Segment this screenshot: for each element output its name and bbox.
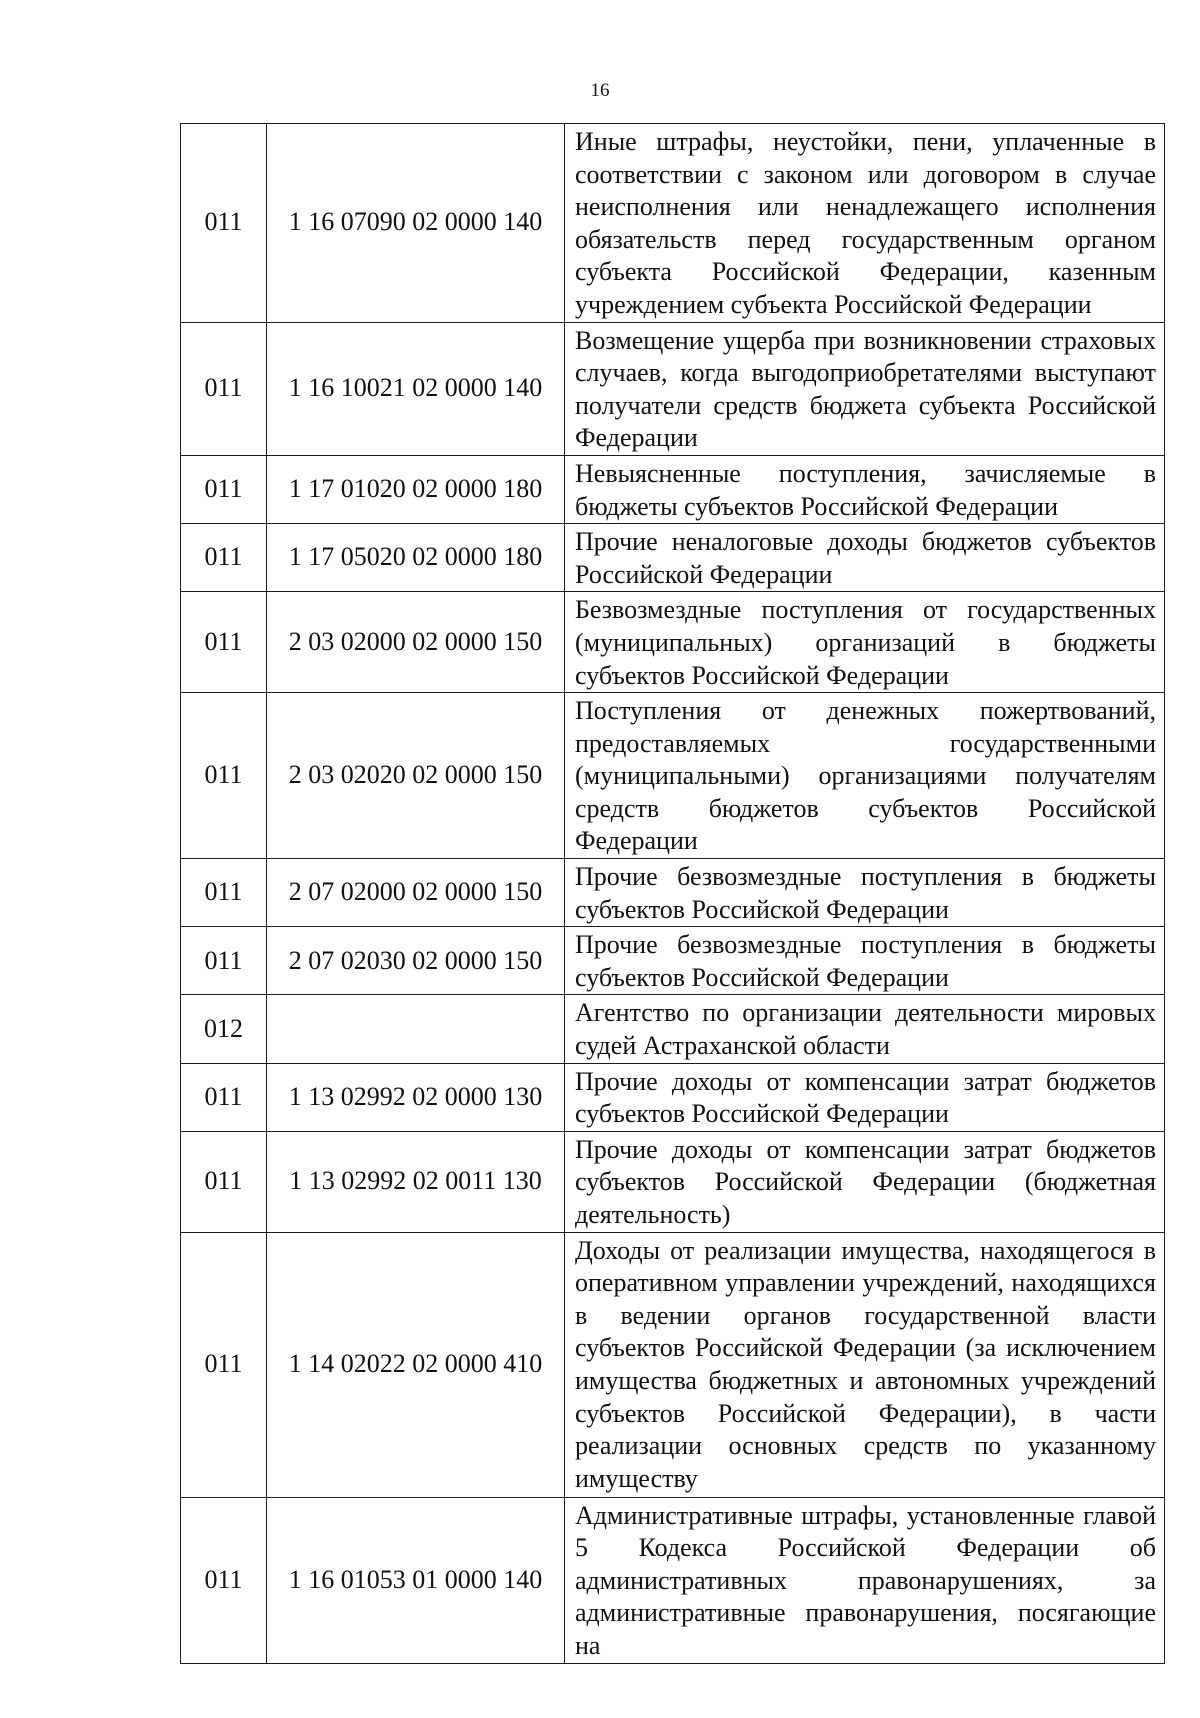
income-name-cell: Административные штрафы, установленные главой 5 Кодекса Российской Федерации об административных правонарушениях, за административные правонарушения, посягающие на bbox=[565, 1497, 1165, 1663]
admin-code-cell: 011 bbox=[181, 592, 267, 693]
table-row bbox=[181, 322, 1165, 455]
admin-code-cell: 011 bbox=[181, 927, 267, 995]
admin-code-cell: 011 bbox=[181, 693, 267, 859]
budget-classification-code-cell bbox=[267, 995, 565, 1063]
table-body bbox=[181, 124, 1165, 1664]
table-row bbox=[181, 1232, 1165, 1497]
budget-classification-code-cell: 1 17 05020 02 0000 180 bbox=[267, 524, 565, 592]
admin-code-cell: 011 bbox=[181, 1497, 267, 1663]
admin-code-cell: 012 bbox=[181, 995, 267, 1063]
budget-classification-code-cell: 2 03 02000 02 0000 150 bbox=[267, 592, 565, 693]
admin-code-cell: 011 bbox=[181, 455, 267, 523]
table-row bbox=[181, 124, 1165, 323]
budget-classification-code-cell: 1 16 01053 01 0000 140 bbox=[267, 1497, 565, 1663]
income-name-cell: Прочие неналоговые доходы бюджетов субъектов Российской Федерации bbox=[565, 524, 1165, 592]
income-name-cell: Прочие безвозмездные поступления в бюджеты субъектов Российской Федерации bbox=[565, 859, 1165, 927]
table-row bbox=[181, 995, 1165, 1063]
table-row bbox=[181, 859, 1165, 927]
income-name-cell: Доходы от реализации имущества, находящегося в оперативном управлении учреждений, находящихся в ведении органов государственной власти субъектов Российской Федерации (за исключением имущества бюджетных и автономных учреждений субъектов Российской Федерации), в части реализации основных средств по указанному имуществу bbox=[565, 1232, 1165, 1497]
budget-classification-code-cell: 1 13 02992 02 0011 130 bbox=[267, 1131, 565, 1232]
budget-classification-code-cell: 1 16 07090 02 0000 140 bbox=[267, 124, 565, 323]
table-row bbox=[181, 1063, 1165, 1131]
table-row bbox=[181, 524, 1165, 592]
table-row bbox=[181, 1131, 1165, 1232]
budget-classification-code-cell: 1 17 01020 02 0000 180 bbox=[267, 455, 565, 523]
admin-code-cell: 011 bbox=[181, 1131, 267, 1232]
budget-classification-code-cell: 2 07 02000 02 0000 150 bbox=[267, 859, 565, 927]
table-row bbox=[181, 592, 1165, 693]
income-name-cell: Агентство по организации деятельности мировых судей Астраханской области bbox=[565, 995, 1165, 1063]
income-name-cell: Прочие доходы от компенсации затрат бюджетов субъектов Российской Федерации bbox=[565, 1063, 1165, 1131]
table-row bbox=[181, 927, 1165, 995]
table-row bbox=[181, 455, 1165, 523]
budget-classification-code-cell: 2 03 02020 02 0000 150 bbox=[267, 693, 565, 859]
income-name-cell: Прочие безвозмездные поступления в бюджеты субъектов Российской Федерации bbox=[565, 927, 1165, 995]
income-codes-table bbox=[180, 123, 1165, 1664]
income-name-cell: Возмещение ущерба при возникновении страховых случаев, когда выгодоприобретателями выступают получатели средств бюджета субъекта Российской Федерации bbox=[565, 322, 1165, 455]
admin-code-cell: 011 bbox=[181, 1063, 267, 1131]
income-name-cell: Иные штрафы, неустойки, пени, уплаченные в соответствии с законом или договором в случае неисполнения или ненадлежащего исполнения обязательств перед государственным органом субъекта Российской Федерации, казенным учреждением субъекта Российской Федерации bbox=[565, 124, 1165, 323]
admin-code-cell: 011 bbox=[181, 859, 267, 927]
table-row bbox=[181, 1497, 1165, 1663]
table-row bbox=[181, 693, 1165, 859]
budget-classification-code-cell: 1 16 10021 02 0000 140 bbox=[267, 322, 565, 455]
budget-classification-code-cell: 1 14 02022 02 0000 410 bbox=[267, 1232, 565, 1497]
admin-code-cell: 011 bbox=[181, 1232, 267, 1497]
income-name-cell: Прочие доходы от компенсации затрат бюджетов субъектов Российской Федерации (бюджетная деятельность) bbox=[565, 1131, 1165, 1232]
budget-classification-code-cell: 2 07 02030 02 0000 150 bbox=[267, 927, 565, 995]
budget-classification-code-cell: 1 13 02992 02 0000 130 bbox=[267, 1063, 565, 1131]
page-number: 16 bbox=[590, 80, 610, 101]
admin-code-cell: 011 bbox=[181, 124, 267, 323]
income-name-cell: Поступления от денежных пожертвований, предоставляемых государственными (муниципальными) организациями получателям средств бюджетов субъектов Российской Федерации bbox=[565, 693, 1165, 859]
admin-code-cell: 011 bbox=[181, 322, 267, 455]
income-name-cell: Невыясненные поступления, зачисляемые в бюджеты субъектов Российской Федерации bbox=[565, 455, 1165, 523]
income-name-cell: Безвозмездные поступления от государственных (муниципальных) организаций в бюджеты субъектов Российской Федерации bbox=[565, 592, 1165, 693]
admin-code-cell: 011 bbox=[181, 524, 267, 592]
